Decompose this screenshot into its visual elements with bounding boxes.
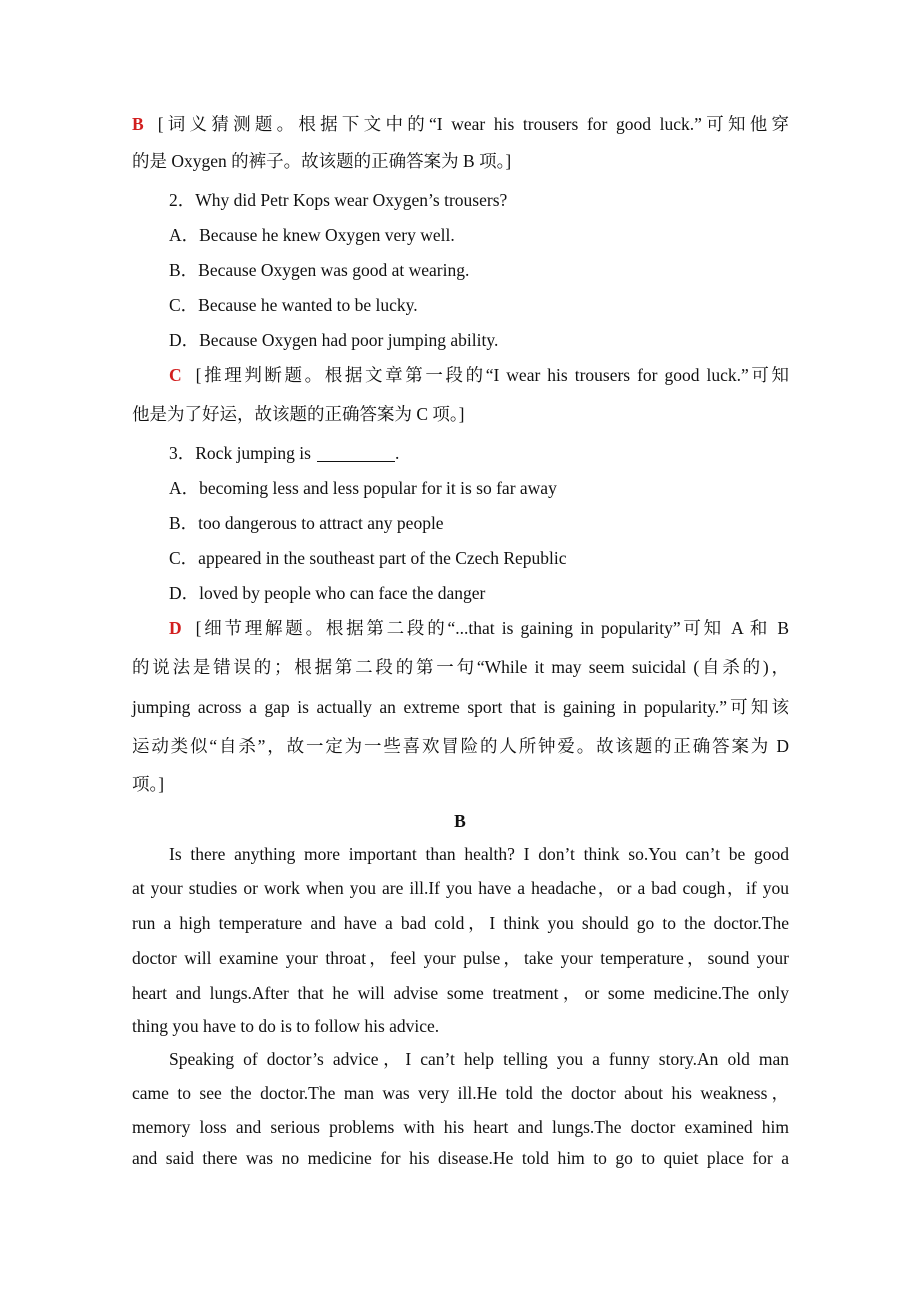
answer-text: [细节理解题。根据第二段的“...that is gaining in popularity”可知 A 和 B [195, 618, 789, 638]
paragraph-1-line: run a high temperature and have a bad cold，I think you should go to the doctor.The [132, 913, 789, 933]
question-text: Rock jumping is [195, 443, 311, 463]
q3-answer-line-4: 运动类似“自杀”，故一定为一些喜欢冒险的人所钟爱。故该题的正确答案为 D [132, 736, 789, 756]
paragraph-2-line: Speaking of doctor’s advice，I can’t help telling you a funny story.An old man [169, 1049, 789, 1069]
question-number: 3． [169, 443, 196, 463]
answer-text: [推理判断题。根据文章第一段的“I wear his trousers for good luck.”可知 [195, 365, 789, 385]
q2-answer-line-2: 他是为了好运，故该题的正确答案为 C 项。] [132, 404, 465, 424]
q3-answer-line-5: 项。] [132, 774, 165, 794]
answer-letter: C [169, 365, 182, 385]
paragraph-1-line: thing you have to do is to follow his advice. [132, 1016, 440, 1036]
answer-letter: B [132, 114, 144, 134]
q2-answer-line-1 [169, 363, 789, 387]
paragraph-1-line: Is there anything more important than health? I don’t think so.You can’t be good [169, 844, 789, 864]
paragraph-2-line: and said there was no medicine for his disease.He told him to go to quiet place for a [132, 1148, 789, 1168]
paragraph-1-line: heart and lungs.After that he will advise some treatment，or some medicine.The only [132, 983, 789, 1003]
q3-answer-line-1 [169, 616, 789, 640]
q2-option-b: B．Because Oxygen was good at wearing. [169, 260, 470, 280]
question-text: Why did Petr Kops wear Oxygen’s trousers? [195, 190, 508, 210]
answer-text: [词义猜测题。根据下文中的“I wear his trousers for good luck.”可知他穿 [157, 114, 789, 134]
paragraph-1-line: doctor will examine your throat，feel your pulse，take your temperature，sound your [132, 948, 789, 968]
answer-blank [317, 445, 395, 462]
q3-option-a: A．becoming less and less popular for it is so far away [169, 478, 557, 498]
q3-answer-line-2: 的说法是错误的；根据第二段的第一句“While it may seem suicidal (自杀的)， [132, 657, 789, 677]
section-heading: B [454, 811, 466, 831]
paragraph-1-line: at your studies or work when you are ill.If you have a headache，or a bad cough，if you [132, 878, 789, 898]
q2-option-a: A．Because he knew Oxygen very well. [169, 225, 455, 245]
q3-answer-line-3: jumping across a gap is actually an extreme sport that is gaining in popularity.”可知该 [132, 697, 789, 717]
question-end: . [394, 443, 400, 463]
q2-stem [169, 188, 789, 212]
q1-answer-line-2: 的是 Oxygen 的裤子。故该题的正确答案为 B 项。] [132, 151, 512, 171]
q2-option-c: C．Because he wanted to be lucky. [169, 295, 418, 315]
q3-option-b: B．too dangerous to attract any people [169, 513, 444, 533]
q3-option-c: C．appeared in the southeast part of the Czech Republic [169, 548, 567, 568]
paragraph-2-line: memory loss and serious problems with his heart and lungs.The doctor examined him [132, 1117, 789, 1137]
paragraph-2-line: came to see the doctor.The man was very ill.He told the doctor about his weakness， [132, 1083, 789, 1103]
q2-option-d: D．Because Oxygen had poor jumping ability. [169, 330, 499, 350]
answer-letter: D [169, 618, 182, 638]
question-number: 2． [169, 190, 196, 210]
q3-stem [169, 441, 789, 465]
q3-option-d: D．loved by people who can face the danger [169, 583, 486, 603]
q1-answer-line-1 [132, 112, 789, 136]
